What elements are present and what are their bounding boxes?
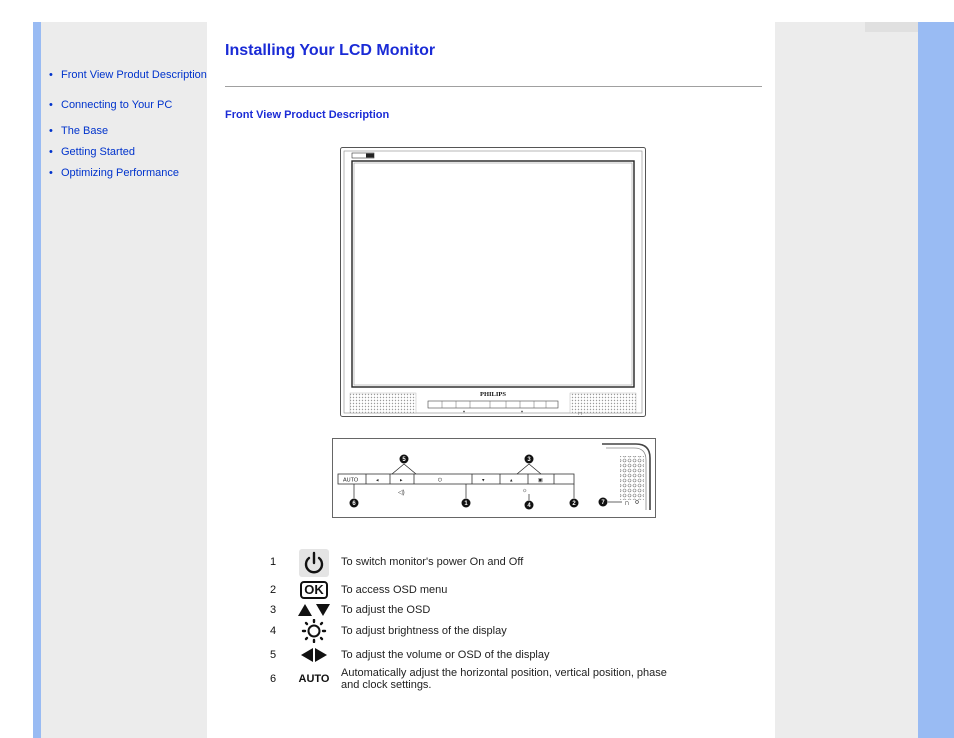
right-accent-strip (918, 22, 954, 738)
ok-icon: OK (296, 581, 332, 599)
control-number: 4 (270, 625, 277, 637)
svg-text:3: 3 (527, 457, 531, 464)
gutter-cap (865, 22, 918, 32)
monitor-front-illustration (340, 147, 646, 417)
bullet-icon: • (49, 69, 53, 81)
svg-text:4: 4 (527, 503, 531, 510)
svg-text:7: 7 (601, 500, 605, 507)
svg-text:5: 5 (402, 457, 406, 464)
bullet-icon: • (49, 99, 53, 111)
sidebar-item-label[interactable]: Optimizing Performance (61, 167, 179, 179)
control-description: To adjust brightness of the display (341, 625, 507, 637)
svg-text:▾: ▾ (482, 477, 485, 484)
sidebar-item-label[interactable]: Front View Produt Description (61, 69, 207, 81)
control-description: Automatically adjust the horizontal position, vertical position, phase and clock settings. (341, 667, 667, 691)
right-gutter (775, 22, 918, 738)
bullet-icon: • (49, 146, 53, 158)
control-row (270, 619, 690, 643)
control-row (270, 548, 690, 578)
control-number: 5 (270, 649, 277, 661)
svg-text:6: 6 (352, 501, 356, 508)
control-number: 2 (270, 584, 277, 596)
headphone-icon: ∩ (624, 498, 630, 507)
left-right-arrows-icon (296, 646, 332, 664)
control-description: To switch monitor's power On and Off (341, 556, 524, 568)
control-description: To access OSD menu (341, 584, 448, 596)
control-description: To adjust the volume or OSD of the display (341, 649, 550, 661)
control-row (270, 666, 690, 692)
bullet-icon: • (49, 167, 53, 179)
sidebar-item-connecting[interactable] (49, 99, 172, 111)
section-title: Front View Product Description (225, 109, 390, 121)
control-row (270, 646, 690, 664)
control-description: To adjust the OSD (341, 604, 431, 616)
control-row (270, 602, 690, 618)
svg-text:∩: ∩ (578, 411, 583, 417)
panel-auto-label: AUTO (343, 477, 359, 484)
sidebar-item-base[interactable] (49, 125, 108, 137)
title-divider (225, 86, 762, 87)
left-accent-strip (33, 22, 41, 738)
svg-text:◁): ◁) (398, 490, 405, 496)
svg-text:⏻: ⏻ (438, 477, 442, 484)
svg-text:◂: ◂ (376, 477, 379, 484)
sidebar-item-getting-started[interactable] (49, 146, 135, 158)
brand-logo: PHILIPS (479, 391, 507, 398)
control-row (270, 581, 690, 599)
sidebar-item-label[interactable]: The Base (61, 125, 109, 137)
bullet-icon: • (49, 125, 53, 137)
auto-icon: AUTO (298, 673, 330, 685)
svg-text:☼: ☼ (522, 488, 528, 494)
svg-text:▴: ▴ (510, 477, 513, 484)
svg-text:▣: ▣ (538, 477, 543, 484)
svg-text:▸: ▸ (400, 477, 403, 484)
svg-text:1: 1 (464, 501, 468, 508)
control-number: 6 (270, 673, 277, 685)
sidebar-item-label[interactable]: Connecting to Your PC (61, 99, 173, 111)
svg-text:2: 2 (572, 501, 576, 508)
page-title: Installing Your LCD Monitor (225, 42, 436, 59)
up-down-arrows-icon (296, 602, 332, 618)
control-number: 1 (270, 556, 277, 568)
control-number: 3 (270, 604, 277, 616)
sidebar-item-optimizing[interactable] (49, 167, 179, 179)
brightness-icon (296, 619, 332, 643)
sidebar-item-label[interactable]: Getting Started (61, 146, 135, 158)
control-panel-illustration (332, 438, 656, 518)
sidebar-item-front-view[interactable] (49, 69, 207, 81)
power-icon (296, 548, 332, 578)
